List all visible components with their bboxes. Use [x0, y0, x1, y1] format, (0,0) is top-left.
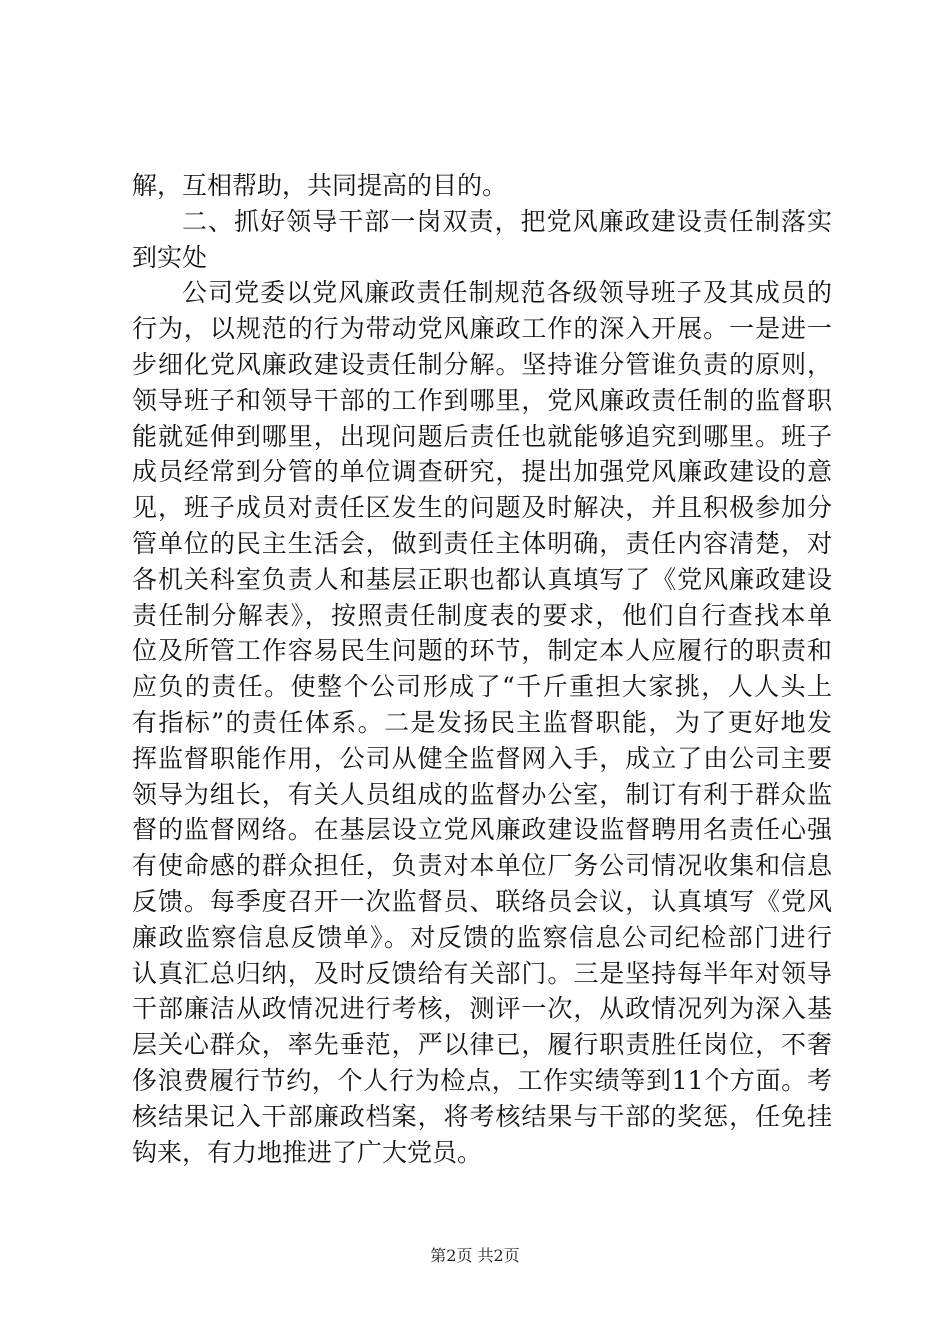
text-line: 反馈。每季度召开一次监督员、联络员会议，认真填写《党风: [132, 886, 832, 916]
text-line: 管单位的民主生活会，做到责任主体明确，责任内容清楚，对: [132, 528, 832, 558]
text-line: 钩来，有力地推进了广大党员。: [132, 1137, 483, 1167]
document-body: [132, 168, 832, 1170]
text-line: 各机关科室负责人和基层正职也都认真填写了《党风廉政建设: [132, 564, 832, 594]
text-line: 公司党委以党风廉政责任制规范各级领导班子及其成员的: [182, 278, 832, 308]
text-line: 有使命感的群众担任，负责对本单位厂务公司情况收集和信息: [132, 851, 832, 881]
text-line: 见，班子成员对责任区发生的问题及时解决，并且积极参加分: [132, 493, 832, 523]
page-footer: 第2页 共2页: [430, 1246, 520, 1265]
text-line: 领导为组长，有关人员组成的监督办公室，制订有利于群众监: [132, 779, 832, 809]
text-line: 核结果记入干部廉政档案，将考核结果与干部的奖惩，任免挂: [132, 1101, 832, 1131]
text-line: 责任制分解表》，按照责任制度表的要求，他们自行查找本单: [132, 600, 832, 630]
text-line: 二、抓好领导干部一岗双责，把党风廉政建设责任制落实: [182, 206, 832, 236]
text-line: 认真汇总归纳，及时反馈给有关部门。三是坚持每半年对领导: [132, 958, 832, 988]
text-line: 层关心群众，率先垂范，严以律已，履行职责胜任岗位，不奢: [132, 1030, 832, 1060]
text-line: 步细化党风廉政建设责任制分解。坚持谁分管谁负责的原则，: [132, 349, 832, 379]
text-line: 干部廉洁从政情况进行考核，测评一次，从政情况列为深入基: [132, 994, 832, 1024]
text-line: 侈浪费履行节约，个人行为检点，工作实绩等到11个方面。考: [132, 1065, 832, 1095]
text-line: 督的监督网络。在基层设立党风廉政建设监督聘用名责任心强: [132, 815, 832, 845]
text-line: 解，互相帮助，共同提高的目的。: [132, 171, 508, 200]
text-line: 有指标”的责任体系。二是发扬民主监督职能，为了更好地发: [132, 707, 832, 737]
text-line: 能就延伸到哪里，出现问题后责任也就能够追究到哪里。班子: [132, 421, 832, 451]
text-line: 成员经常到分管的单位调查研究，提出加强党风廉政建设的意: [132, 457, 832, 487]
text-line: 挥监督职能作用，公司从健全监督网入手，成立了由公司主要: [132, 743, 832, 773]
text-line: 行为，以规范的行为带动党风廉政工作的深入开展。一是进一: [132, 314, 832, 344]
text-line: 位及所管工作容易民生问题的环节，制定本人应履行的职责和: [132, 636, 832, 666]
text-line: 领导班子和领导干部的工作到哪里，党风廉政责任制的监督职: [132, 385, 832, 415]
text-line: 到实处: [132, 242, 208, 272]
text-line: 应负的责任。使整个公司形成了“千斤重担大家挑，人人头上: [132, 672, 832, 702]
text-line: 廉政监察信息反馈单》。对反馈的监察信息公司纪检部门进行: [132, 922, 832, 952]
